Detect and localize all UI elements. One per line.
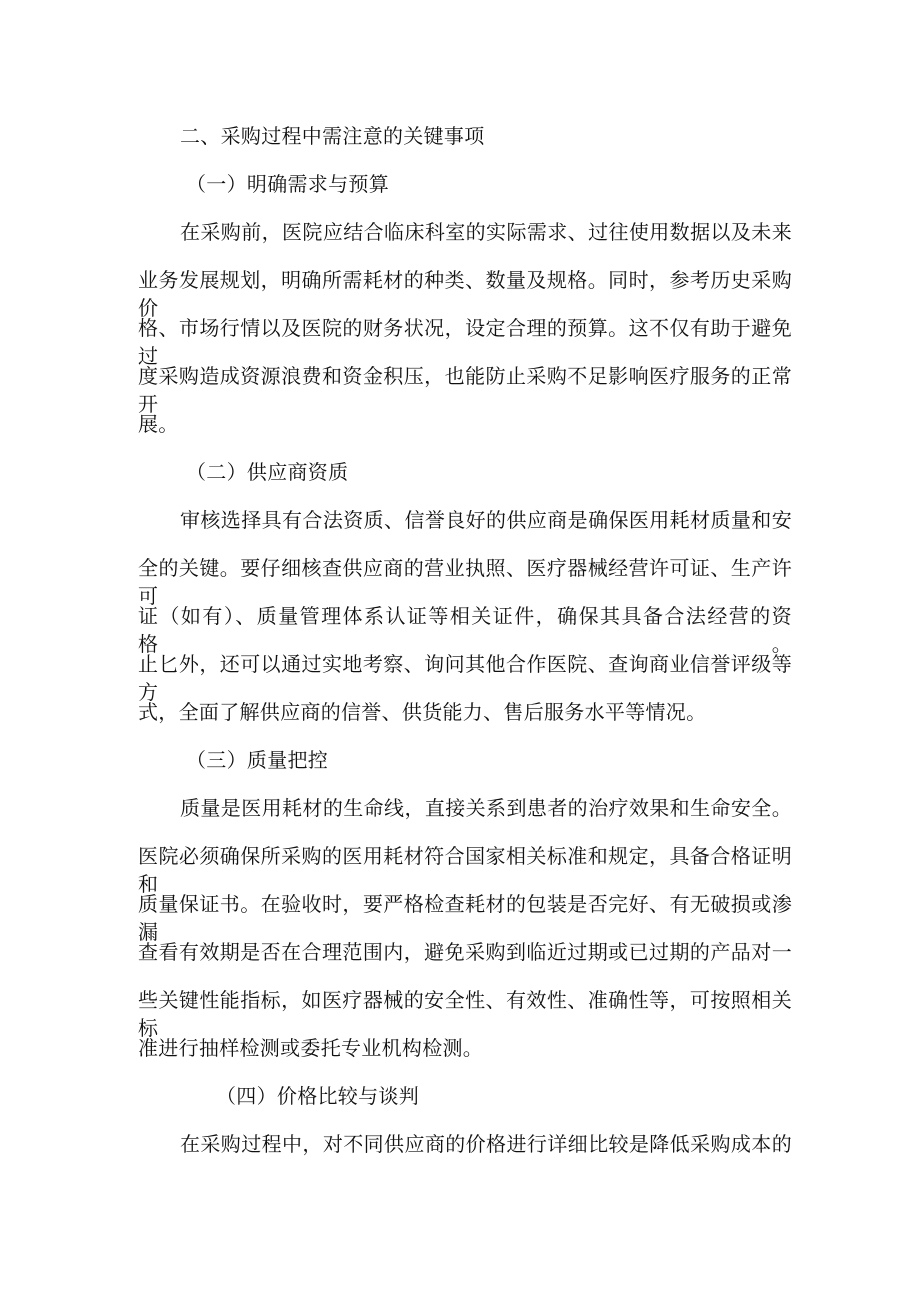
subsection-heading-1: （一）明确需求与预算 [186, 172, 389, 196]
subsection-heading-4: （四）价格比较与谈判 [216, 1084, 419, 1108]
paragraph-3-line-3: 质量保证书。在验收时，要严格检查耗材的包装是否完好、有无破损或渗漏 [138, 892, 792, 944]
paragraph-2-line-1: 审核选择具有合法资质、信誉良好的供应商是确保医用耗材质量和安 [180, 508, 792, 532]
paragraph-3-line-2: 医院必须确保所采购的医用耗材符合国家相关标准和规定，具备合格证明和 [138, 844, 792, 896]
section-heading: 二、采购过程中需注意的关键事项 [180, 124, 485, 148]
subsection-heading-2: （二）供应商资质 [186, 460, 349, 484]
paragraph-1-line-4: 度采购造成资源浪费和资金积压，也能防止采购不足影响医疗服务的正常开 [138, 364, 792, 416]
paragraph-2-line-4: 止匕外，还可以通过实地考察、询问其他合作医院、查询商业信誉评级等方 [138, 652, 792, 704]
paragraph-3-line-5: 些关键性能指标，如医疗器械的安全性、有效性、准确性等，可按照相关标 [138, 988, 792, 1040]
paragraph-2-line-2: 全的关键。要仔细核查供应商的营业执照、医疗器械经营许可证、生产许可 [138, 556, 792, 608]
paragraph-1-line-1: 在采购前，医院应结合临床科室的实际需求、过往使用数据以及未来 [180, 220, 792, 244]
paragraph-1-line-3: 格、市场行情以及医院的财务状况，设定合理的预算。这不仅有助于避免过 [138, 316, 792, 368]
paragraph-2-line-3: 证（如有）、质量管理体系认证等相关证件，确保其具备合法经营的资格。 [138, 604, 792, 656]
paragraph-1-line-5: 展。 [138, 412, 179, 436]
paragraph-4-line-1: 在采购过程中，对不同供应商的价格进行详细比较是降低采购成本的 [180, 1132, 792, 1156]
paragraph-2-line-5: 式，全面了解供应商的信誉、供货能力、售后服务水平等情况。 [138, 700, 707, 724]
paragraph-3-line-6: 准进行抽样检测或委托专业机构检测。 [138, 1036, 484, 1060]
paragraph-3-line-4: 查看有效期是否在合理范围内，避免采购到临近过期或已过期的产品对一 [138, 940, 792, 964]
subsection-heading-3: （三）质量把控 [186, 748, 329, 772]
paragraph-3-line-1: 质量是医用耗材的生命线，直接关系到患者的治疗效果和生命安全。 [180, 796, 792, 820]
paragraph-1-line-2: 业务发展规划，明确所需耗材的种类、数量及规格。同时，参考历史采购价 [138, 268, 792, 320]
